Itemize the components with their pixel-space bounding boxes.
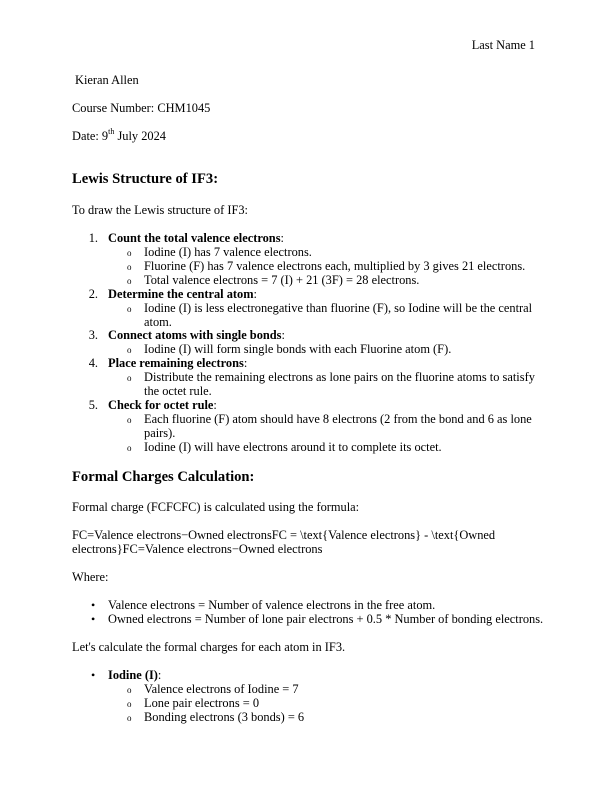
iodine-heading: Iodine (I): bbox=[108, 668, 162, 682]
where-label: Where: bbox=[72, 570, 109, 584]
dot-bullet-icon: • bbox=[91, 612, 96, 626]
step-number: 3. bbox=[88, 328, 98, 342]
dot-bullet-icon: • bbox=[91, 668, 96, 682]
list-item: Iodine (I) has 7 valence electrons. bbox=[144, 245, 312, 259]
list-item-continuation: pairs). bbox=[144, 426, 176, 440]
step-number: 1. bbox=[88, 231, 98, 245]
circle-bullet-icon: o bbox=[127, 248, 132, 258]
date-superscript: th bbox=[108, 126, 115, 136]
circle-bullet-icon: o bbox=[127, 415, 132, 425]
dot-bullet-icon: • bbox=[91, 598, 96, 612]
course-number: Course Number: CHM1045 bbox=[72, 101, 211, 115]
list-item-continuation: the octet rule. bbox=[144, 384, 212, 398]
running-head: Last Name 1 bbox=[471, 38, 535, 52]
step-title: Determine the central atom: bbox=[108, 287, 257, 301]
list-item: Total valence electrons = 7 (I) + 21 (3F) = 28 electrons. bbox=[144, 273, 420, 287]
lewis-intro: To draw the Lewis structure of IF3: bbox=[72, 203, 248, 217]
circle-bullet-icon: o bbox=[127, 276, 132, 286]
step-title: Check for octet rule: bbox=[108, 398, 217, 412]
step-title: Place remaining electrons: bbox=[108, 356, 248, 370]
step-number: 4. bbox=[88, 356, 98, 370]
section-heading-formal-charges: Formal Charges Calculation: bbox=[72, 469, 255, 485]
circle-bullet-icon: o bbox=[127, 699, 132, 709]
list-item: Iodine (I) will form single bonds with each Fluorine atom (F). bbox=[144, 342, 452, 356]
formula-line-continuation: electrons}FC=Valence electrons−Owned electrons bbox=[72, 542, 323, 556]
list-item: Valence electrons of Iodine = 7 bbox=[144, 682, 299, 696]
list-item: Bonding electrons (3 bonds) = 6 bbox=[144, 710, 305, 724]
circle-bullet-icon: o bbox=[127, 443, 132, 453]
list-item: Fluorine (F) has 7 valence electrons each, multiplied by 3 gives 21 electrons. bbox=[144, 259, 526, 273]
circle-bullet-icon: o bbox=[127, 304, 132, 314]
section-heading-lewis: Lewis Structure of IF3: bbox=[72, 171, 219, 187]
date-suffix: July 2024 bbox=[114, 129, 167, 143]
list-item: Lone pair electrons = 0 bbox=[144, 696, 260, 710]
author-name: Kieran Allen bbox=[75, 73, 139, 87]
circle-bullet-icon: o bbox=[127, 713, 132, 723]
date-prefix: Date: 9 bbox=[72, 129, 109, 143]
circle-bullet-icon: o bbox=[127, 685, 132, 695]
circle-bullet-icon: o bbox=[127, 345, 132, 355]
circle-bullet-icon: o bbox=[127, 262, 132, 272]
step-title: Connect atoms with single bonds: bbox=[108, 328, 285, 342]
step-number: 5. bbox=[88, 398, 98, 412]
list-item: Distribute the remaining electrons as lone pairs on the fluorine atoms to satisfy bbox=[144, 370, 535, 384]
formal-charge-intro: Formal charge (FCFCFC) is calculated using the formula: bbox=[72, 500, 360, 514]
calculation-intro: Let's calculate the formal charges for each atom in IF3. bbox=[72, 640, 346, 654]
circle-bullet-icon: o bbox=[127, 373, 132, 383]
bullet-item: Owned electrons = Number of lone pair electrons + 0.5 * Number of bonding electrons. bbox=[108, 612, 544, 626]
list-item: Each fluorine (F) atom should have 8 electrons (2 from the bond and 6 as lone bbox=[144, 412, 532, 426]
step-number: 2. bbox=[88, 287, 98, 301]
date-line bbox=[72, 126, 167, 144]
bullet-item: Valence electrons = Number of valence electrons in the free atom. bbox=[108, 598, 436, 612]
step-title: Count the total valence electrons: bbox=[108, 231, 284, 245]
formula-line: FC=Valence electrons−Owned electronsFC = \text{Valence electrons} - \text{Owned bbox=[72, 528, 496, 542]
list-item: Iodine (I) is less electronegative than fluorine (F), so Iodine will be the central bbox=[144, 301, 533, 315]
list-item-continuation: atom. bbox=[144, 315, 172, 329]
list-item: Iodine (I) will have electrons around it to complete its octet. bbox=[144, 440, 442, 454]
